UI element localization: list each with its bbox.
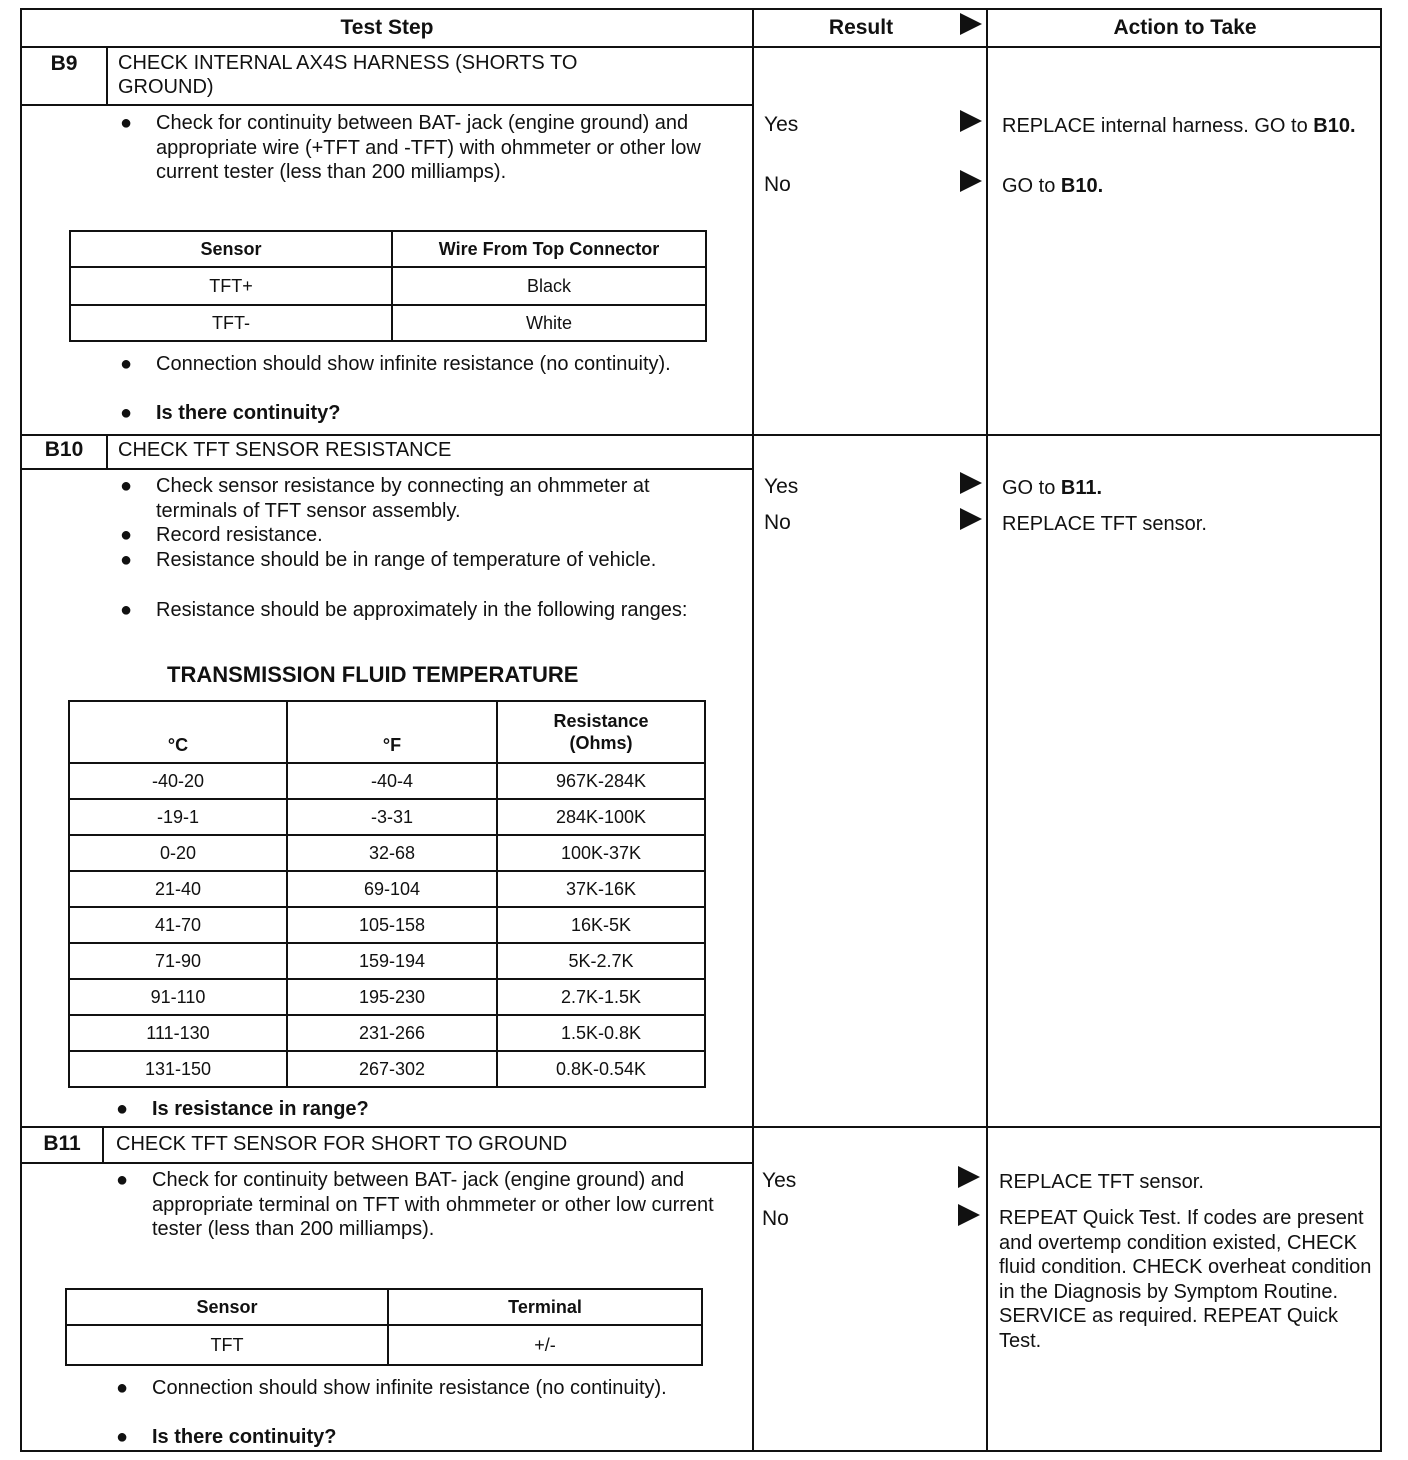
table-cell: 1.5K-0.8K [497,1015,705,1051]
arrow-icon [958,1166,980,1188]
result-no: No [764,511,791,534]
result-yes: Yes [764,475,799,498]
table-header: Wire From Top Connector [392,231,706,267]
table-cell: 21-40 [69,871,287,907]
wire-table [69,230,707,342]
header-action: Action to Take [1113,16,1257,39]
table-cell: White [392,305,706,341]
table-cell: TFT- [70,305,392,341]
bullet-item-question: ● Is there continuity? [116,1426,337,1448]
header-test-step: Test Step [340,16,434,39]
step-id: B10 [44,438,84,461]
table-cell: 5K-2.7K [497,943,705,979]
table-cell: -19-1 [69,799,287,835]
result-no: No [764,173,791,196]
column-divider-result [752,10,754,1452]
action-no: GO to B10. [1002,175,1104,197]
table-cell: 71-90 [69,943,287,979]
table-cell: 111-130 [69,1015,287,1051]
table-cell: 0.8K-0.54K [497,1051,705,1087]
step-title-divider [22,468,752,470]
action-no: REPLACE TFT sensor. [1002,513,1207,535]
step-divider [22,1126,1382,1128]
action-yes: REPLACE TFT sensor. [999,1171,1204,1193]
header-arrow-icon [960,13,982,35]
result-no: No [762,1207,789,1230]
header-result: Result [828,16,894,39]
table-cell: 231-266 [287,1015,497,1051]
step-title-divider [22,104,752,106]
bullet-icon: ● [116,1426,129,1448]
bullet-icon: ● [116,1098,129,1120]
arrow-icon [960,170,982,192]
diagnostic-table [20,8,1382,1452]
step-divider [22,434,1382,436]
bullet-icon: ● [116,1169,129,1191]
table-header: Sensor [70,231,392,267]
bullet-icon: ● [116,1377,129,1399]
arrow-icon [960,110,982,132]
table-header: Terminal [388,1289,702,1325]
action-no: REPEAT Quick Test. If codes are present and overtemp condition existed, CHECK fluid condition. CHECK overheat condition in the Diagnosis by Symptom Routine. SERVICE as required. REPEAT Quick Test. [999,1207,1372,1352]
table-header: Resistance (Ohms) [497,701,705,763]
result-yes: Yes [762,1169,797,1192]
step-id-divider [102,1126,104,1162]
table-title: TRANSMISSION FLUID TEMPERATURE [167,662,579,687]
header-divider [22,46,1382,48]
bullet-icon: ● [120,549,133,571]
bullet-icon: ● [120,475,133,497]
table-cell: 2.7K-1.5K [497,979,705,1015]
bullet-item: ● Check sensor resistance by connecting an ohmmeter at terminals of TFT sensor assembly. [120,475,650,522]
step-title: CHECK INTERNAL AX4S HARNESS (SHORTS TO GROUND) [118,52,578,98]
table-cell: 195-230 [287,979,497,1015]
arrow-icon [958,1204,980,1226]
table-cell: 967K-284K [497,763,705,799]
table-cell: TFT [66,1325,388,1365]
bullet-icon: ● [120,402,133,424]
step-id-divider [106,46,108,104]
table-header: Sensor [66,1289,388,1325]
table-cell: 69-104 [287,871,497,907]
table-header: °F [287,701,497,763]
table-cell: 159-194 [287,943,497,979]
bullet-icon: ● [120,353,133,375]
action-yes: GO to B11. [1002,477,1103,499]
table-cell: 16K-5K [497,907,705,943]
table-cell: 267-302 [287,1051,497,1087]
result-yes: Yes [764,113,799,136]
step-id-divider [106,434,108,468]
table-cell: -3-31 [287,799,497,835]
table-cell: -40-20 [69,763,287,799]
table-cell: TFT+ [70,267,392,305]
bullet-icon: ● [120,599,133,621]
bullet-item-question: ● Is there continuity? [120,402,341,424]
arrow-icon [960,472,982,494]
bullet-item: ● Record resistance. [120,524,323,546]
table-cell: 105-158 [287,907,497,943]
table-cell: Black [392,267,706,305]
table-cell: -40-4 [287,763,497,799]
column-divider-action [986,10,988,1452]
table-cell: 284K-100K [497,799,705,835]
table-cell: 41-70 [69,907,287,943]
table-cell: 100K-37K [497,835,705,871]
bullet-icon: ● [120,112,133,134]
step-id: B11 [43,1132,81,1155]
table-cell: 37K-16K [497,871,705,907]
table-header: °C [69,701,287,763]
bullet-item: ● Connection should show infinite resistance (no continuity). [120,353,671,375]
bullet-item-question: ● Is resistance in range? [116,1098,369,1120]
table-cell: 32-68 [287,835,497,871]
resistance-table [68,700,706,1088]
bullet-item: ● Resistance should be in range of temperature of vehicle. [120,549,657,571]
bullet-item: ● Resistance should be approximately in the following ranges: [120,599,688,621]
table-cell: 131-150 [69,1051,287,1087]
terminal-table [65,1288,703,1366]
step-id: B9 [50,52,78,75]
step-title-divider [22,1162,752,1164]
step-title: CHECK TFT SENSOR RESISTANCE [118,439,452,461]
table-cell: 0-20 [69,835,287,871]
bullet-item: ● Check for continuity between BAT- jack (engine ground) and appropriate wire (+TFT and -TFT) with ohmmeter or other low current tester (less than 200 milliamps). [120,112,701,183]
step-title: CHECK TFT SENSOR FOR SHORT TO GROUND [116,1133,568,1155]
bullet-item: ● Check for continuity between BAT- jack (engine ground) and appropriate terminal on TFT with ohmmeter or other low current tester (less than 200 milliamps). [116,1169,714,1240]
table-cell: +/- [388,1325,702,1365]
bullet-item: ● Connection should show infinite resistance (no continuity). [116,1377,667,1399]
bullet-icon: ● [120,524,133,546]
arrow-icon [960,508,982,530]
action-yes: REPLACE internal harness. GO to B10. [1002,115,1356,137]
table-cell: 91-110 [69,979,287,1015]
